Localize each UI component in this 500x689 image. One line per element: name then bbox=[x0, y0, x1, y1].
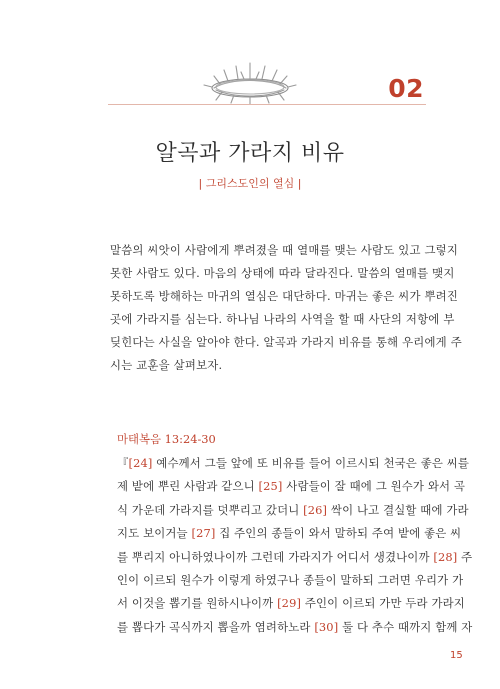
intro-line: 못하도록 방해하는 마귀의 열심은 대단하다. 마귀는 좋은 씨가 뿌려진 bbox=[110, 289, 459, 303]
verse-text: 를 뽑다가 곡식까지 뽑을까 염려하노라 bbox=[117, 619, 315, 634]
scripture-line bbox=[117, 478, 466, 494]
verse-number: [24] bbox=[128, 456, 153, 470]
verse-text: 주인이 이르되 가만 두라 가라지 bbox=[301, 596, 465, 611]
verse-text: 제 밭에 뿌린 사람과 같으니 bbox=[117, 479, 259, 494]
verse-text: 『 bbox=[117, 456, 129, 470]
verse-number: [28] bbox=[433, 549, 458, 564]
scripture-line bbox=[117, 619, 473, 635]
verse-text: 예수께서 그들 앞에 또 비유를 들어 이르시되 천국은 좋은 씨를 bbox=[152, 456, 470, 470]
verse-text: 둘 다 추수 때까지 함께 자 bbox=[338, 619, 473, 634]
intro-line: 곳에 가라지를 심는다. 하나님 나라의 사역을 할 때 사단의 저항에 부 bbox=[110, 312, 455, 326]
verse-number: [29] bbox=[277, 596, 302, 611]
verse-text: 식 가운데 가라지를 덧뿌리고 갔더니 bbox=[117, 502, 304, 517]
crown-of-thorns-icon bbox=[200, 58, 300, 104]
page-number: 15 bbox=[450, 650, 463, 661]
scripture-line bbox=[117, 502, 469, 518]
scripture-line bbox=[117, 549, 473, 565]
verse-text: 집 주인의 종들이 와서 말하되 주여 밭에 좋은 씨 bbox=[215, 526, 462, 541]
subtitle: | 그리스도인의 열심 | bbox=[198, 177, 302, 190]
verse-text: 인이 이르되 원수가 이렇게 하였구나 종들이 말하되 그러면 우리가 가 bbox=[117, 573, 464, 587]
scripture-line bbox=[117, 572, 464, 588]
scripture-line bbox=[117, 455, 470, 471]
page-title: 알곡과 가라지 비유 bbox=[155, 141, 345, 166]
verse-number: [25] bbox=[258, 479, 283, 494]
verse-number: [27] bbox=[191, 526, 216, 541]
scripture-line bbox=[117, 525, 462, 541]
verse-text: 사람들이 잘 때에 그 원수가 와서 곡 bbox=[282, 479, 466, 494]
verse-text: 주 bbox=[457, 549, 473, 564]
chapter-number: 02 bbox=[388, 74, 424, 103]
verse-number: [26] bbox=[303, 502, 328, 517]
intro-line: 말씀의 씨앗이 사람에게 뿌려졌을 때 열매를 맺는 사람도 있고 그렇지 bbox=[110, 243, 459, 257]
verse-text: 를 뿌리지 아니하였나이까 그런데 가라지가 어디서 생겼나이까 bbox=[117, 549, 434, 564]
scripture-reference: 마태복음 13:24-30 bbox=[117, 432, 216, 446]
intro-line: 못한 사람도 있다. 마음의 상태에 따라 달라진다. 말씀의 열매를 맺지 bbox=[110, 266, 455, 280]
verse-text: 싹이 나고 결실할 때에 가라 bbox=[327, 502, 469, 517]
scripture-line bbox=[117, 595, 465, 611]
verse-text: 지도 보이거늘 bbox=[117, 526, 192, 541]
verse-text: 서 이것을 뽑기를 원하시나이까 bbox=[117, 596, 278, 611]
intro-line: 딪힌다는 사실을 알아야 한다. 알곡과 가라지 비유를 통해 우리에게 주 bbox=[110, 335, 462, 349]
header-rule bbox=[108, 104, 426, 105]
verse-number: [30] bbox=[314, 619, 339, 634]
intro-line: 시는 교훈을 살펴보자. bbox=[110, 358, 223, 372]
